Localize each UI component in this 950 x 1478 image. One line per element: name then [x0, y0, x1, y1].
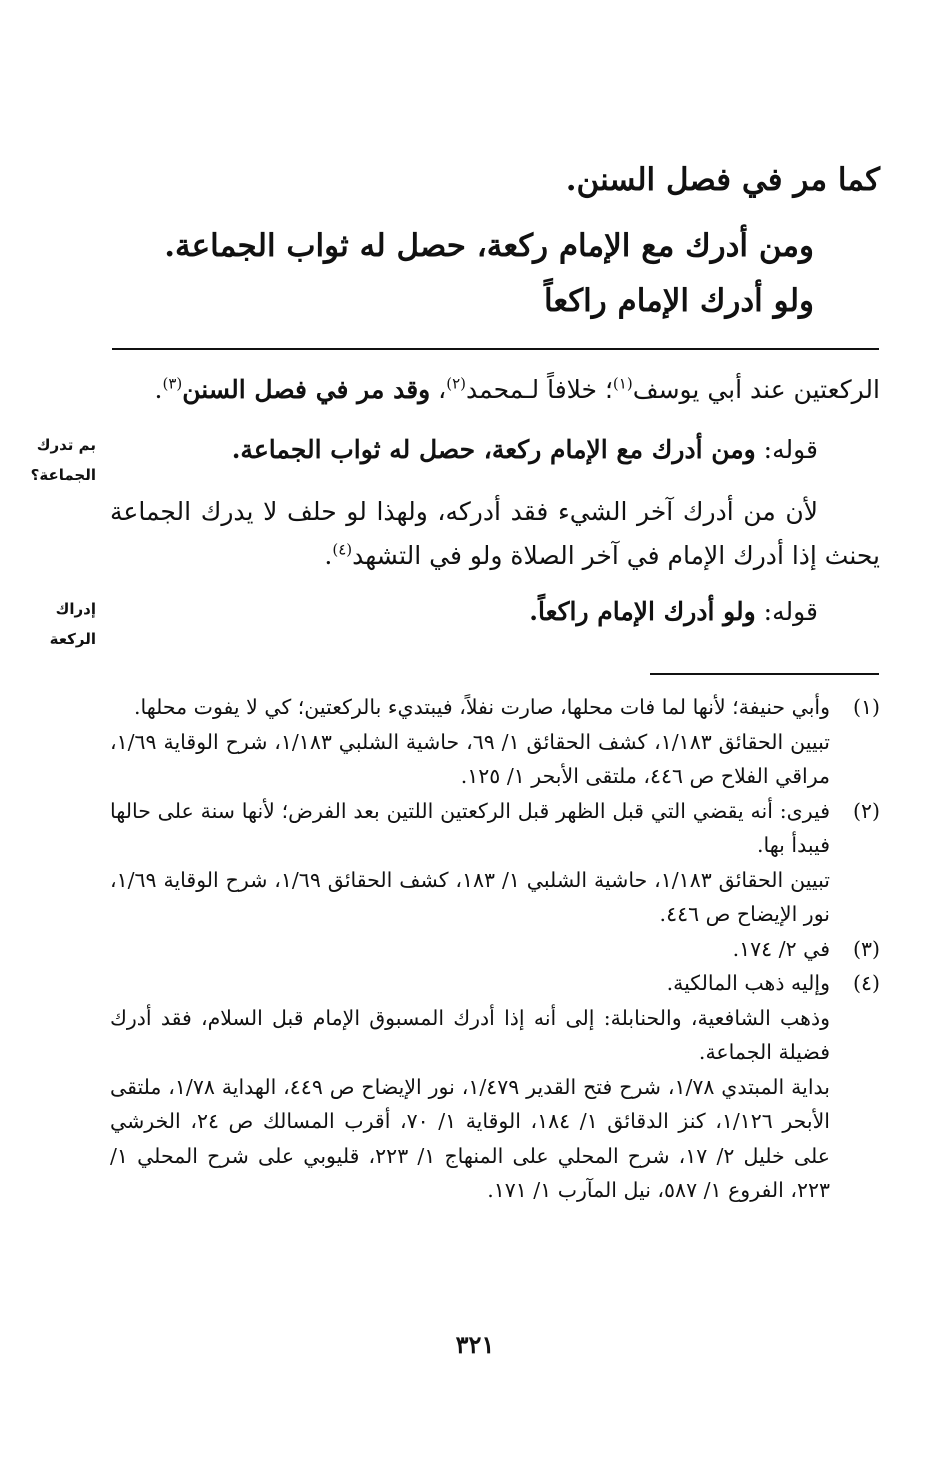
footnote-3: [110, 932, 880, 967]
footnote-ref-1[interactable]: (١): [612, 374, 633, 393]
sharh-quote: ومن أدرك مع الإمام ركعة، حصل له ثواب الجماعة.: [231, 435, 756, 464]
sharh-text: .: [324, 541, 333, 570]
footnote-3-text: في ٢/ ١٧٤.: [732, 936, 830, 961]
sidenote-2-line-2: الركعة: [49, 630, 96, 648]
sharh-paragraph-4: [110, 590, 880, 634]
matn-line-1: كما مر في فصل السنن.: [565, 162, 880, 198]
footnotes: [110, 690, 880, 1208]
sidenote-1: [8, 430, 96, 490]
sharh-paragraph-1: [110, 368, 880, 412]
footnote-2-number: (٢): [852, 798, 880, 823]
sharh-quote: وقد مر في فصل السنن: [182, 375, 431, 404]
matn-separator: [112, 348, 879, 350]
sidenote-2: [8, 594, 96, 654]
sidenote-1-line-2: الجماعة؟: [30, 466, 96, 484]
sharh-text: ،: [430, 375, 447, 404]
footnote-2-text: فيرى: أنه يقضي التي قبل الظهر قبل الركعتين اللتين بعد الفرض؛ لأنها سنة على حالها فيبدأ بها.: [110, 798, 830, 857]
sharh-text: .: [154, 375, 163, 404]
sharh-text: لأن من أدرك آخر الشيء فقد أدركه، ولهذا لو حلف لا يدرك الجماعة يحنث إذا أدرك الإمام في آخر الصلاة ولو في التشهد: [110, 497, 880, 570]
qawluhu-label: قوله:: [755, 435, 818, 464]
footnote-2: [110, 794, 880, 863]
sharh-paragraph-2: [110, 428, 880, 472]
footnote-4-references: بداية المبتدي ١/٧٨، شرح فتح القدير ١/٤٧٩، نور الإيضاح ص ٤٤٩، الهداية ١/٧٨، ملتقى الأبحر ١/١٢٦، كنز الدقائق ١/ ١٨٤، الوقاية ١/ ٧٠، أقرب المسالك ص ٢٤، الخرشي على خليل ٢/ ١٧، شرح المحلي على المنهاج ١/ ٢٢٣، قليوبي على شرح المحلي ١/ ٢٢٣، الفروع ١/ ٥٨٧، نيل المآرب ١/ ١٧١.: [110, 1074, 830, 1202]
footnote-4-number: (٤): [852, 971, 880, 995]
matn-line-2: ومن أدرك مع الإمام ركعة، حصل له ثواب الجماعة.: [164, 228, 814, 264]
footnote-2-references: تبيين الحقائق ١/١٨٣، حاشية الشلبي ١/ ١٨٣، كشف الحقائق ١/٦٩، شرح الوقاية ١/٦٩، نور الإيضاح ص ٤٤٦.: [110, 867, 830, 926]
footnote-separator: [650, 673, 879, 675]
page-number: ٣٢١: [455, 1330, 495, 1359]
footnote-ref-2[interactable]: (٢): [446, 374, 467, 393]
footnote-ref-3[interactable]: (٣): [162, 374, 183, 393]
sharh-text: الركعتين عند أبي يوسف: [632, 375, 880, 404]
sharh-text: ؛ خلافاً لـمحمد: [466, 375, 613, 404]
footnote-ref-4[interactable]: (٤): [332, 540, 353, 559]
sidenote-1-line-1: بم تدرك: [36, 436, 96, 454]
footnote-4-paragraph-2: وذهب الشافعية، والحنابلة: إلى أنه إذا أدرك المسبوق الإمام قبل السلام، فقد أدرك فضيلة الجماعة.: [110, 1005, 830, 1064]
footnote-3-number: (٣): [852, 936, 880, 961]
sharh-quote: ولو أدرك الإمام راكعاً.: [529, 597, 756, 626]
matn-line-3: ولو أدرك الإمام راكعاً: [543, 283, 814, 319]
footnote-4-text: وإليه ذهب المالكية.: [666, 971, 830, 995]
footnote-1-text: وأبي حنيفة؛ لأنها لما فات محلها، صارت نفلاً، فيبتديء بالركعتين؛ كي لا يفوت محلها.: [133, 695, 830, 719]
footnote-1-references: تبيين الحقائق ١/١٨٣، كشف الحقائق ١/ ٦٩، حاشية الشلبي ١/١٨٣، شرح الوقاية ١/٦٩، مراقي الفلاح ص ٤٤٦، ملتقى الأبحر ١/ ١٢٥.: [110, 729, 830, 788]
footnote-4: [110, 966, 880, 1001]
qawluhu-label: قوله:: [755, 597, 818, 626]
sidenote-2-line-1: إدراك: [55, 600, 96, 618]
sharh-paragraph-3: [110, 490, 880, 578]
footnote-1-number: (١): [852, 695, 880, 719]
footnote-1: [110, 690, 880, 725]
